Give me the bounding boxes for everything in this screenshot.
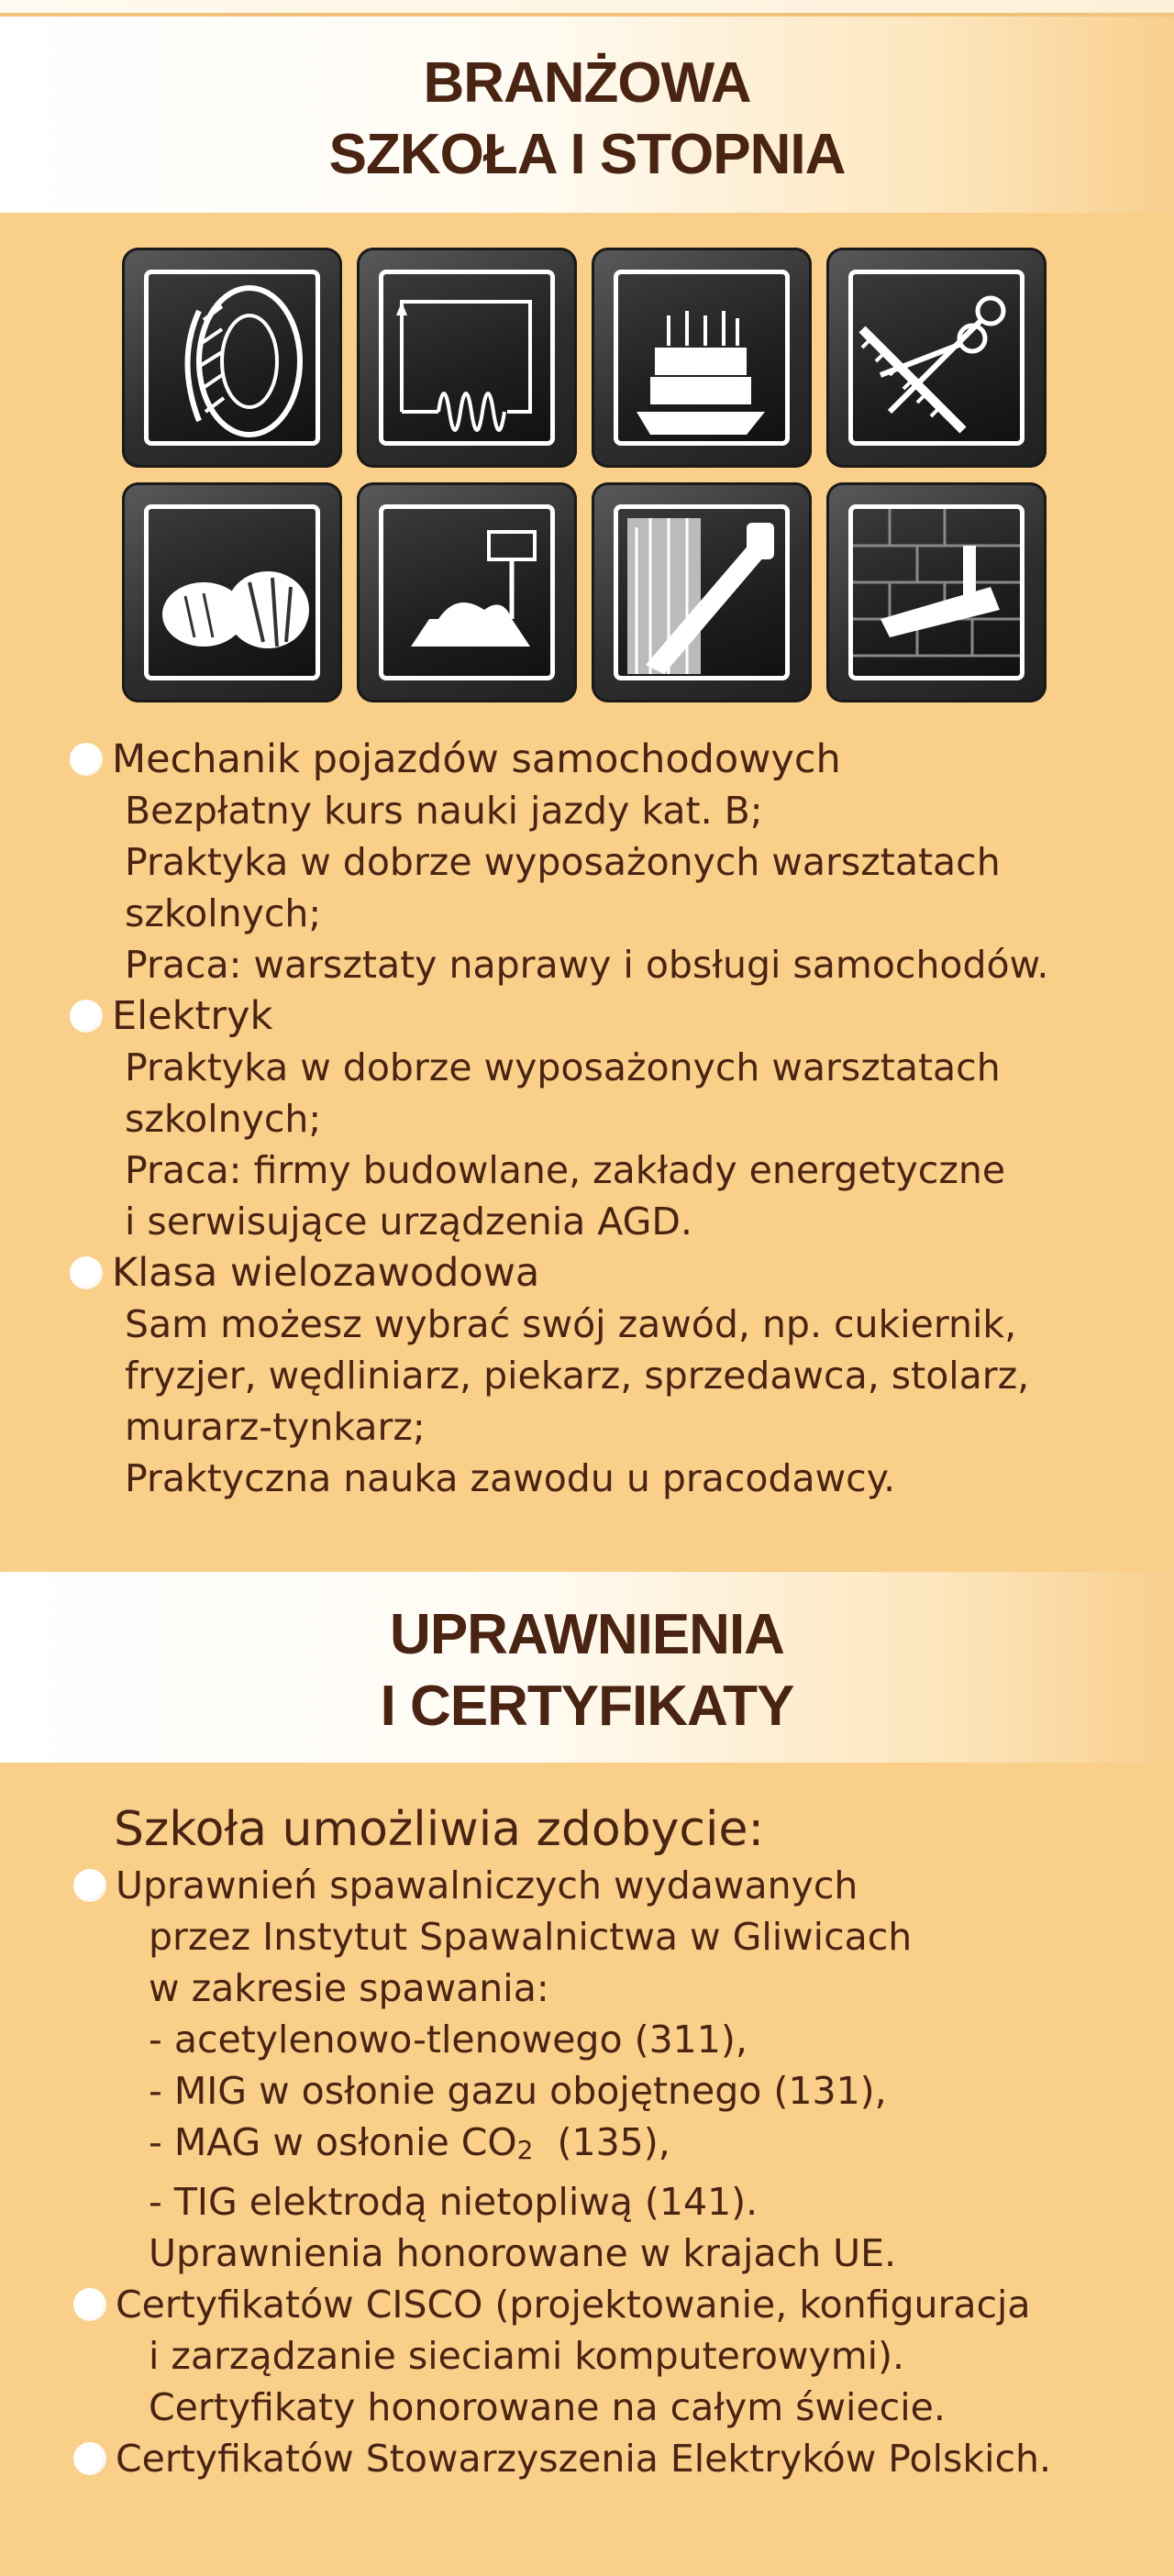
top-stripe <box>0 0 1174 13</box>
list-item-line: Praca: warsztaty naprawy i obsługi samochodów. <box>125 943 1049 987</box>
scissors-comb-icon <box>826 248 1047 468</box>
bullet-icon <box>70 1256 103 1289</box>
list-item-cisco <box>0 2279 1174 2433</box>
list-item-electrician <box>0 990 1174 1247</box>
tire-icon <box>122 248 342 468</box>
bullet-icon <box>73 2442 106 2475</box>
electric-coil-icon <box>357 248 577 468</box>
list-item-heading: Mechanik pojazdów samochodowych <box>112 736 841 782</box>
list-item-line: Praktyka w dobrze wyposażonych warsztatach <box>125 840 1001 884</box>
list-item-mechanic <box>0 734 1174 990</box>
list-item-line: - TIG elektrodą nietopliwą (141). <box>149 2180 759 2224</box>
section-title-line1: BRANŻOWA <box>423 51 751 115</box>
line-text: - MAG w osłonie CO <box>149 2120 517 2164</box>
list-item-line: szkolnych; <box>125 1097 322 1141</box>
list-item-welding <box>0 1860 1174 2279</box>
list-item-line: Certyfikaty honorowane na całym świecie. <box>149 2385 946 2429</box>
certificates-list <box>0 1799 1174 2484</box>
section-banner-vocational-school <box>0 17 1174 213</box>
bullet-icon <box>70 1000 103 1033</box>
section-banner-certificates <box>0 1572 1174 1763</box>
list-item-line: i serwisujące urządzenia AGD. <box>125 1200 692 1244</box>
list-item-line-co2 <box>0 2117 1174 2176</box>
list-item-heading: Klasa wielozawodowa <box>112 1250 540 1296</box>
saw-icon <box>592 482 812 702</box>
list-item-line: Praktyczna nauka zawodu u pracodawcy. <box>125 1456 896 1500</box>
bread-icon <box>122 482 342 702</box>
section-title-line1: UPRAWNIENIA <box>390 1603 784 1666</box>
trowel-brick-icon <box>826 482 1047 702</box>
list-item-line: w zakresie spawania: <box>149 1966 549 2010</box>
bullet-icon <box>73 1869 106 1902</box>
list-item-line: Bezpłatny kurs nauki jazdy kat. B; <box>125 789 763 833</box>
list-item-line: - MIG w osłonie gazu obojętnego (131), <box>149 2069 887 2113</box>
list-item-line: - acetylenowo-tlenowego (311), <box>149 2018 748 2062</box>
bullet-icon <box>70 743 103 776</box>
cake-icon <box>592 248 812 468</box>
section-title-line2: SZKOŁA I STOPNIA <box>328 123 846 186</box>
list-item-line: murarz-tynkarz; <box>125 1405 426 1449</box>
list-item-heading: Certyfikatów Stowarzyszenia Elektryków Polskich. <box>116 2437 1052 2481</box>
list-item-line: fryzjer, wędliniarz, piekarz, sprzedawca, stolarz, <box>125 1354 1030 1398</box>
list-item-line: Uprawnienia honorowane w krajach UE. <box>149 2231 897 2275</box>
bullet-icon <box>73 2288 106 2321</box>
list-item-line: szkolnych; <box>125 891 322 935</box>
subscript-2: 2 <box>516 2135 534 2165</box>
section-title-line2: I CERTYFIKATY <box>380 1675 794 1738</box>
list-item-line: przez Instytut Spawalnictwa w Gliwicach <box>149 1915 913 1959</box>
list-item-multi-profession <box>0 1247 1174 1504</box>
list-item-line: Sam możesz wybrać swój zawód, np. cukiernik, <box>125 1302 1017 1346</box>
list-item-heading: Uprawnień spawalniczych wydawanych <box>116 1863 858 1907</box>
list-item-line: i zarządzanie sieciami komputerowymi). <box>149 2334 905 2378</box>
scale-icon <box>357 482 577 702</box>
list-item-heading: Elektryk <box>112 993 273 1039</box>
list-item-line: Praktyka w dobrze wyposażonych warsztatach <box>125 1045 1001 1089</box>
line-text: (135), <box>533 2120 670 2164</box>
section-lede: Szkoła umożliwia zdobycie: <box>114 1802 764 1857</box>
vocational-profiles-list <box>0 734 1174 1504</box>
list-item-line: Praca: firmy budowlane, zakłady energetyczne <box>125 1148 1006 1192</box>
list-item-sep <box>0 2433 1174 2484</box>
list-item-heading: Certyfikatów CISCO (projektowanie, konfiguracja <box>116 2283 1031 2327</box>
